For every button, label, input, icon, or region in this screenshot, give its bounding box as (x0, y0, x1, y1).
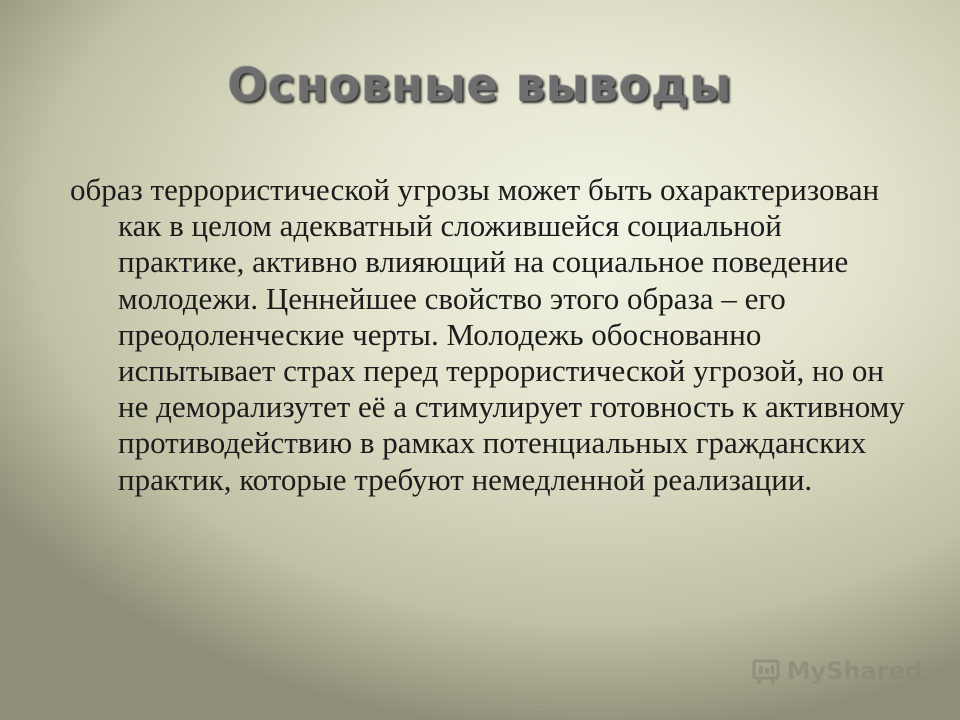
slide-title: Основные выводы (227, 58, 733, 112)
myshared-watermark (751, 656, 922, 686)
myshared-logo-icon (751, 656, 781, 686)
slide-body-text: образ террористической угрозы может быть охарактеризован как в целом адекватный сложившейся социальной практике, активно влияющий на социальное поведение молодежи. Ценнейшее свойство этого образа – его преодоленческие черты. Молодежь обоснованно испытывает страх перед террористической угрозой, но он не деморализутет её а стимулирует готовность к активному противодействию в рамках потенциальных гражданских практик, которые требуют немедленной реализации. (70, 172, 905, 497)
myshared-logo-text: MyShared (786, 657, 922, 685)
